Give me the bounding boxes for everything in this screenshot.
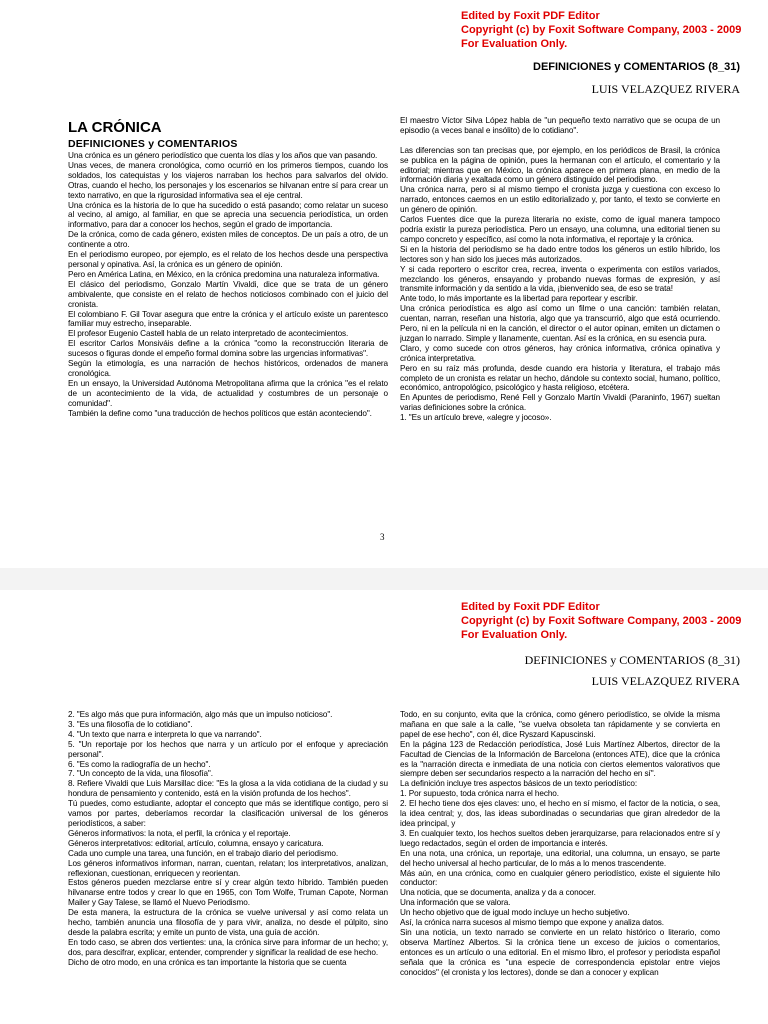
document-page-2 bbox=[0, 590, 768, 1024]
paragraph: 1. Por supuesto, toda crónica narra el hecho. bbox=[400, 789, 559, 799]
paragraph: Carlos Fuentes dice que la pureza literaria no existe, como de igual manera tampoco podría existir la pureza periodística. Pero un ensayo, una columna, una editorial tienen su campo concreto y específico, así como la nota informativa, el reportaje y la crónica. bbox=[400, 215, 720, 244]
paragraph: El colombiano F. Gil Tovar asegura que entre la crónica y el artículo existe un parentesco familiar muy estrecho, inseparable. bbox=[68, 309, 388, 329]
page-subheading: DEFINICIONES y COMENTARIOS bbox=[68, 138, 238, 150]
watermark-line-2: Copyright (c) by Foxit Software Company, 2003 - 2009 bbox=[461, 615, 742, 627]
left-column-text bbox=[68, 710, 388, 968]
right-column-text bbox=[400, 116, 720, 423]
paragraph: 6. "Es como la radiografía de un hecho". bbox=[68, 759, 211, 769]
paragraph: En el periodismo europeo, por ejemplo, es el relato de los hechos desde una perspectiva personal y opinativa. Así, la crónica es un género de opinión. bbox=[68, 250, 388, 269]
paragraph bbox=[400, 136, 720, 146]
paragraph: Todo, en su conjunto, evita que la crónica, como género periodístico, se olvide la misma mañana en que sale a la calle, "se vuelva obsoleta tan rápidamente y se convierta en papel de ese hecho", con él, dice Ryszard Kapuscinski. bbox=[400, 710, 720, 739]
paragraph: Géneros informativos: la nota, el perfil, la crónica y el reportaje. bbox=[68, 828, 291, 838]
paragraph: Dicho de otro modo, en una crónica es tan importante la historia que se cuenta bbox=[68, 957, 347, 967]
paragraph: Ante todo, lo más importante es la libertad para reportear y escribir. bbox=[400, 294, 638, 304]
paragraph: Estos géneros pueden mezclarse entre sí y crear algún texto híbrido. También pueden hilvanarse entre todos y crear lo que en 1965, con Tom Wolfe, Truman Capote, Norman Mailer y Gay Talese, se llamó el Nuevo Periodismo. bbox=[68, 878, 388, 908]
paragraph: Las diferencias son tan precisas que, por ejemplo, en los periódicos de Brasil, la crónica se publica en la página de opinión, pues la hermanan con el artículo, el comentario y la editorial; mientras que en México, la crónica aparece en primera plana, en medio de la información diaria y exaltada como un género distinguido del periodismo. bbox=[400, 145, 720, 185]
paragraph: Pero en América Latina, en México, en la crónica predomina una naturaleza informativa. bbox=[68, 269, 380, 279]
paragraph: Claro, y como sucede con otros géneros, hay crónica informativa, crónica opinativa y crónica interpretativa. bbox=[400, 343, 720, 363]
paragraph: Y si cada reportero o escritor crea, recrea, inventa o experimenta con estilos variados, mezclando los géneros, ensayando y probando nuevas formas de expresión, y así transmite información y da sentido a la vida, ¡bienvenido sea, de eso se trata! bbox=[400, 264, 720, 294]
foxit-watermark bbox=[461, 600, 741, 642]
paragraph: También la define como "una traducción de hechos políticos que están aconteciendo". bbox=[68, 408, 372, 418]
foxit-watermark bbox=[461, 9, 741, 51]
paragraph: El maestro Víctor Silva López habla de "un pequeño texto narrativo que se ocupa de un episodio (a veces banal e insólito) de lo cotidiano". bbox=[400, 116, 720, 135]
paragraph: Una crónica es la historia de lo que ha sucedido o está pasando; como relatar un suceso al vecino, al amigo, al familiar, en que se aprecia una secuencia periodística, un orden informativo, para dar a conocer los hechos, según el grado de importancia. bbox=[68, 200, 388, 230]
paragraph: Una crónica narra, pero si al mismo tiempo el cronista juzga y cuestiona con exceso lo narrado, entonces caemos en un estilo editorializado y, por tanto, el texto se convierte en un género de opinión. bbox=[400, 185, 720, 215]
paragraph: Más aún, en una crónica, como en cualquier género periodístico, existe el siguiente hilo conductor: bbox=[400, 868, 720, 888]
paragraph: Pero en su raíz más profunda, desde cuando era historia y literatura, el trabajo más completo de un cronista es relatar un hecho, dándole su contexto social, humano, político, económico, antropológico, psicológico y hasta religioso, etcétera. bbox=[400, 363, 720, 393]
paragraph: En un ensayo, la Universidad Autónoma Metropolitana afirma que la crónica "es el relato de un acontecimiento de la vida, de actualidad y costumbres de un personaje o comunidad". bbox=[68, 378, 388, 408]
paragraph: 4. "Un texto que narra e interpreta lo que va narrando". bbox=[68, 729, 262, 739]
right-column bbox=[400, 710, 720, 1024]
paragraph: 1. "Es un artículo breve, «alegre y jocoso». bbox=[400, 413, 552, 423]
paragraph: Si en la historia del periodismo se ha dado entre todos los géneros un estilo híbrido, los lectores son y han sido los jueces más autorizados. bbox=[400, 244, 720, 264]
paragraph: Los géneros informativos informan, narran, cuentan, relatan; los interpretativos, analizan, reflexionan, cuestionan, enriquecen y reorientan. bbox=[68, 858, 388, 878]
page-number: 3 bbox=[380, 532, 385, 542]
left-column bbox=[68, 119, 388, 511]
paragraph: La definición incluye tres aspectos básicos de un texto periodístico: bbox=[400, 779, 638, 789]
watermark-line-3: For Evaluation Only. bbox=[461, 38, 568, 50]
header-author: LUIS VELAZQUEZ RIVERA bbox=[591, 674, 740, 688]
watermark-line-2: Copyright (c) by Foxit Software Company, 2003 - 2009 bbox=[461, 24, 742, 36]
paragraph: El clásico del periodismo, Gonzalo Martín Vivaldi, dice que se trata de un género ambivalente, que consiste en el relato de hechos noticiosos combinado con el juicio del cronista. bbox=[68, 279, 388, 309]
paragraph: Cada uno cumple una tarea, una función, en el trabajo diario del periodismo. bbox=[68, 848, 339, 858]
paragraph: Una crónica es un género periodístico que cuenta los días y los años que van pasando. bbox=[68, 151, 378, 160]
paragraph: 8. Refiere Vivaldi que Luis Marsillac dice: "Es la glosa a la vida cotidiana de la ciudad y su hondura de pensamiento y contenido, está en la visión profunda de los hechos". bbox=[68, 779, 388, 799]
paragraph: En todo caso, se abren dos vertientes: una, la crónica sirve para informar de un hecho; y, dos, para descifrar, explicar, entender, comprender y significar la realidad de ese hecho. bbox=[68, 937, 388, 957]
paragraph: Una noticia, que se documenta, analiza y da a conocer. bbox=[400, 888, 596, 898]
paragraph: 3. "Es una filosofía de lo cotidiano". bbox=[68, 719, 193, 729]
header-title: DEFINICIONES y COMENTARIOS (8_31) bbox=[533, 61, 740, 73]
paragraph: Sin una noticia, un texto narrado se convierte en un relato histórico o literario, como observa Martínez Albertos. Si la crónica tiene un exceso de juicios o comentarios, entonces es un artículo o una editorial. En el mismo libro, el profesor y periodista español señala que la crónica es "una especie de correspondencia epistolar entre viejos conocidos" (el cronista y los lectores), donde se dan a conocer y explican bbox=[400, 927, 720, 977]
right-column-text bbox=[400, 710, 720, 977]
watermark-line-1: Edited by Foxit PDF Editor bbox=[461, 10, 600, 22]
paragraph: Según la etimología, es una narración de hechos históricos, ordenados de manera cronológica. bbox=[68, 359, 388, 378]
left-column-text bbox=[68, 151, 388, 418]
watermark-line-3: For Evaluation Only. bbox=[461, 629, 568, 641]
page-heading: LA CRÓNICA bbox=[68, 119, 162, 136]
paragraph: Géneros interpretativos: editorial, artículo, columna, ensayo y caricatura. bbox=[68, 838, 324, 848]
paragraph: Así, la crónica narra sucesos al mismo tiempo que expone y analiza datos. bbox=[400, 918, 664, 928]
paragraph: 5. "Un reportaje por los hechos que narra y un artículo por el enfoque y apreciación personal". bbox=[68, 739, 388, 759]
paragraph: De esta manera, la estructura de la crónica se vuelve universal y así como relata un hecho, también anuncia una filosofía de y para vivir, analiza, no desde el púlpito, sino desde la palabra escrita; y emite un punto de vista, una guía de acción. bbox=[68, 908, 388, 937]
header-author: LUIS VELAZQUEZ RIVERA bbox=[591, 82, 740, 96]
paragraph: 7. "Un concepto de la vida, una filosofía". bbox=[68, 769, 213, 779]
paragraph: Unas veces, de manera cronológica, como ocurrió en los primeros tiempos, cuando los soldados, los catequistas y los viajeros narraban los hechos para salvarlos del olvido. Otras, cuando el hecho, los personajes y los escenarios se hilvanan entre sí para crear un texto narrativo, en que la rigurosidad informativa sea el eje central. bbox=[68, 160, 388, 200]
paragraph: Tú puedes, como estudiante, adoptar el concepto que más se identifique contigo, pero si vamos por partes, deberíamos recordar la clasificación universal de los géneros periodísticos, a saber: bbox=[68, 799, 388, 828]
paragraph: En la página 123 de Redacción periodística, José Luis Martínez Albertos, director de la Facultad de Ciencias de la Información de Barcelona (entonces ATE), dice que la crónica es la "narración directa e inmediata de una noticia con ciertos elementos valorativos que siempre deben ser secundarios respecto a la narración del hecho en sí". bbox=[400, 739, 720, 779]
left-column bbox=[68, 710, 388, 1024]
paragraph: 2. "Es algo más que pura información, algo más que un impulso noticioso". bbox=[68, 710, 333, 719]
paragraph: 3. En cualquier texto, los hechos sueltos deben jerarquizarse, para relacionados entre sí y luego redactados, según el orden de importancia e interés. bbox=[400, 828, 720, 848]
paragraph: De la crónica, como de cada género, existen miles de conceptos. De un país a otro, de un continente a otro. bbox=[68, 230, 388, 250]
paragraph: En Apuntes de periodismo, René Fell y Gonzalo Martín Vivaldi (Paraninfo, 1967) sueltan varias definiciones sobre la crónica. bbox=[400, 393, 720, 413]
header-title: DEFINICIONES y COMENTARIOS (8_31) bbox=[524, 653, 740, 667]
paragraph: Una crónica periodística es algo así como un filme o una canción: también relatan, cuentan, narran, reseñan una historia, algo que ya transcurrió, algo que está ocurriendo. Pero, ni en la película ni en la canción, el director o el autor opinan, emiten un dictamen o juzgan lo narrado. Simple y llanamente, cuentan. Así es la crónica, en su esencia pura. bbox=[400, 304, 720, 343]
paragraph: En una nota, una crónica, un reportaje, una editorial, una columna, un ensayo, se parte del hecho universal al hecho particular, de lo más a lo menos trascendente. bbox=[400, 848, 720, 868]
paragraph: 2. El hecho tiene dos ejes claves: uno, el hecho en sí mismo, el factor de la noticia, o sea, la idea central; y, dos, las ideas subordinadas o secundarias que giran alrededor de la idea principal, y bbox=[400, 799, 720, 828]
right-column bbox=[400, 116, 720, 512]
paragraph: Una información que se valora. bbox=[400, 898, 511, 908]
watermark-line-1: Edited by Foxit PDF Editor bbox=[461, 601, 600, 613]
paragraph: Un hecho objetivo que de igual modo incluye un hecho subjetivo. bbox=[400, 908, 630, 918]
paragraph: El profesor Eugenio Castell habla de un relato interpretado de acontecimientos. bbox=[68, 329, 349, 339]
paragraph: El escritor Carlos Monsiváis define a la crónica "como la reconstrucción literaria de sucesos o figuras donde el empeño formal domina sobre las urgencias informativas". bbox=[68, 339, 388, 359]
page-separator bbox=[0, 568, 768, 590]
